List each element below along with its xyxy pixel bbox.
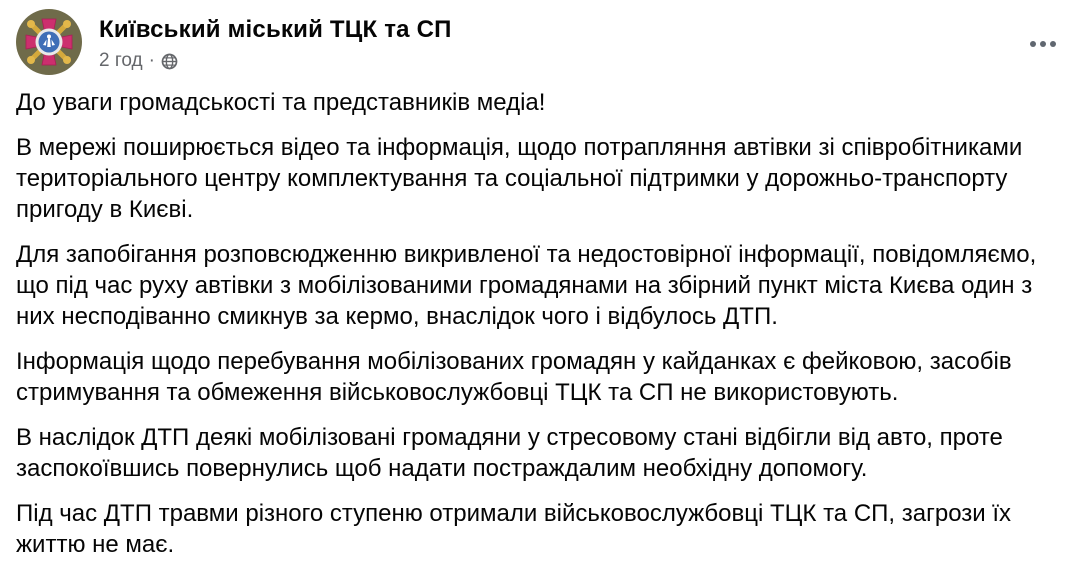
post-timestamp[interactable]: 2 год: [99, 50, 143, 71]
post-paragraph: Під час ДТП травми різного ступеню отримали військовослужбовці ТЦК та СП, загрози їх життю не має.: [16, 500, 1012, 558]
ellipsis-dot: [1040, 41, 1046, 47]
ellipsis-dot: [1050, 41, 1056, 47]
ellipsis-dot: [1030, 41, 1036, 47]
post-paragraph: Інформація щодо перебування мобілізованих громадян у кайданках є фейковою, засобів стримування та обмеження військовослужбовці ТЦК та СП не використовують.: [16, 348, 1012, 406]
page-avatar[interactable]: [16, 9, 82, 75]
meta-separator: ·: [148, 50, 155, 71]
post-header: [0, 0, 1088, 75]
post-header-info: [99, 9, 452, 73]
more-options-button[interactable]: [1024, 33, 1062, 55]
post-body-text: [0, 75, 1088, 560]
post-paragraph: Для запобігання розповсюдженню викривленої та недостовірної інформації, повідомляємо, що під час руху автівки з мобілізованими громадянами на збірний пункт міста Києва один з них несподіванно смикнув за кермо, внаслідок чого і відбулось ДТП.: [16, 241, 1037, 330]
post-meta-row: [99, 49, 452, 73]
post-paragraph: В мережі поширюється відео та інформація, щодо потрапляння автівки зі співробітниками територіального центру комплектування та соціальної підтримки у дорожньо-транспорту пригоду в Києві.: [16, 134, 1023, 223]
page-name-link[interactable]: Київський міський ТЦК та СП: [99, 16, 452, 43]
emblem-icon: [16, 9, 82, 75]
post-paragraph: В наслідок ДТП деякі мобілізовані громадяни у стресовому стані відбігли від авто, проте заспокоївшись повернулись щоб надати постраждалим необхідну допомогу.: [16, 424, 1003, 482]
globe-icon: [161, 53, 178, 70]
post-paragraph: До уваги громадськості та представників медіа!: [16, 89, 546, 116]
